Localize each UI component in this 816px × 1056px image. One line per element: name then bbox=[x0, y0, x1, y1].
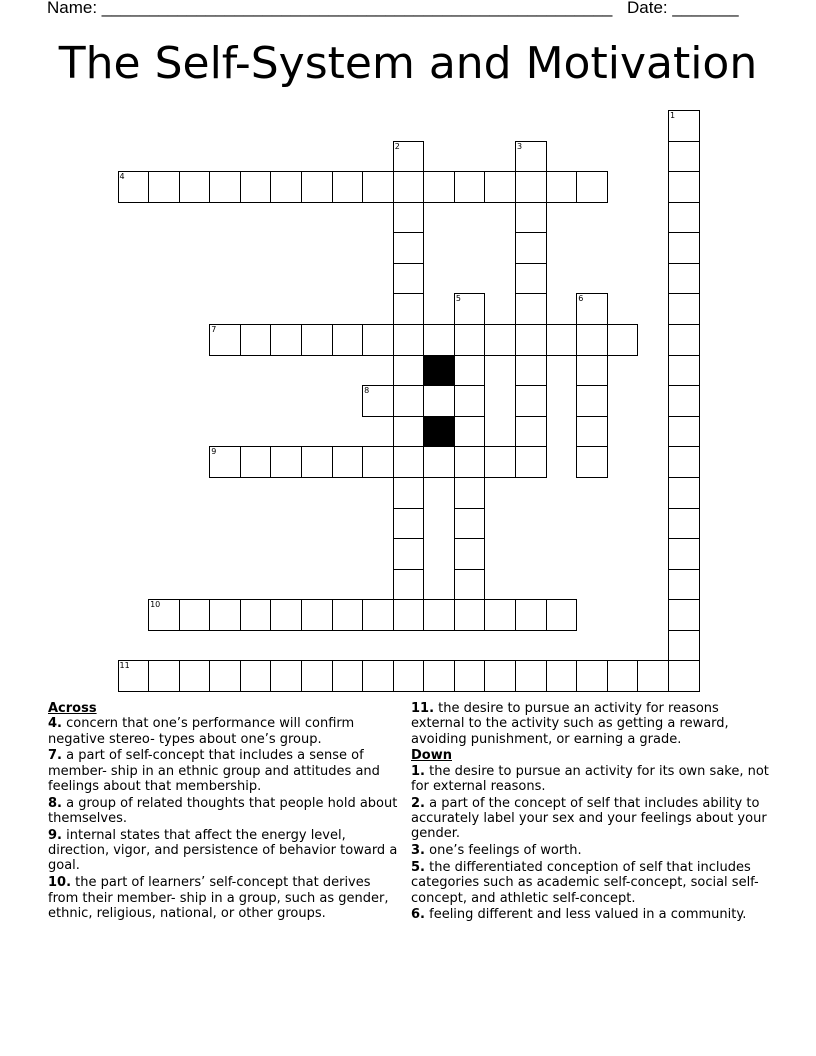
clue-text: the desire to pursue an activity for reasons external to the activity such as getting a reward, avoiding punishment, or earning a grade. bbox=[411, 701, 729, 747]
grid-cell[interactable] bbox=[209, 599, 241, 631]
grid-cell[interactable] bbox=[270, 324, 302, 356]
clue-text: the differentiated conception of self that includes categories such as academic self-concept, social self-concept, and athletic self-concept. bbox=[411, 859, 759, 906]
grid-cell[interactable] bbox=[209, 171, 241, 203]
clue-number: 10. bbox=[48, 875, 72, 891]
grid-cell[interactable] bbox=[607, 660, 639, 692]
grid-cell[interactable] bbox=[576, 293, 608, 325]
grid-cell[interactable] bbox=[332, 446, 364, 478]
grid-cell[interactable] bbox=[515, 446, 547, 478]
grid-cell[interactable] bbox=[454, 477, 486, 509]
grid-cell[interactable] bbox=[454, 385, 486, 417]
grid-cell[interactable] bbox=[393, 141, 425, 173]
grid-cell[interactable] bbox=[515, 660, 547, 692]
grid-cell[interactable] bbox=[118, 171, 150, 203]
grid-cell[interactable] bbox=[668, 660, 700, 692]
grid-cell[interactable] bbox=[179, 599, 211, 631]
grid-cell[interactable] bbox=[393, 477, 425, 509]
grid-cell[interactable] bbox=[515, 355, 547, 387]
grid-cell[interactable] bbox=[668, 569, 700, 601]
grid-cell[interactable] bbox=[454, 324, 486, 356]
grid-cell[interactable] bbox=[301, 171, 333, 203]
grid-cell[interactable] bbox=[423, 324, 455, 356]
clue bbox=[411, 843, 771, 858]
clue-number: 11. bbox=[411, 701, 435, 716]
grid-cell[interactable] bbox=[668, 141, 700, 173]
grid-cell[interactable] bbox=[393, 202, 425, 234]
cell-number: 3 bbox=[517, 141, 523, 151]
clues-left-column bbox=[48, 701, 404, 923]
grid-cell[interactable] bbox=[576, 355, 608, 387]
name-field[interactable]: Name: ______________________________________________________ bbox=[47, 0, 613, 17]
grid-cell[interactable] bbox=[515, 171, 547, 203]
grid-cell[interactable] bbox=[393, 171, 425, 203]
across-clue-list bbox=[48, 716, 404, 921]
down-heading: Down bbox=[411, 748, 452, 764]
grid-cell[interactable] bbox=[393, 508, 425, 540]
grid-cell[interactable] bbox=[607, 324, 639, 356]
grid-cell[interactable] bbox=[148, 171, 180, 203]
grid-cell[interactable] bbox=[454, 355, 486, 387]
cell-number: 11 bbox=[119, 661, 130, 671]
cell-number: 9 bbox=[211, 447, 217, 457]
grid-cell[interactable] bbox=[179, 171, 211, 203]
grid-cell[interactable] bbox=[301, 324, 333, 356]
clue-text: feeling different and less valued in a community. bbox=[429, 907, 747, 923]
cell-number: 4 bbox=[119, 172, 125, 182]
grid-cell[interactable] bbox=[362, 171, 394, 203]
grid-cell[interactable] bbox=[393, 324, 425, 356]
grid-cell[interactable] bbox=[362, 660, 394, 692]
grid-cell[interactable] bbox=[332, 171, 364, 203]
cell-number: 7 bbox=[211, 325, 217, 335]
clue bbox=[411, 860, 771, 906]
grid-cell[interactable] bbox=[668, 171, 700, 203]
grid-cell[interactable] bbox=[668, 232, 700, 264]
clue bbox=[48, 796, 404, 827]
clue-text: the desire to pursue an activity for its own sake, not for external reasons. bbox=[411, 763, 769, 794]
grid-cell[interactable] bbox=[393, 293, 425, 325]
grid-cell[interactable] bbox=[668, 416, 700, 448]
clue-number: 1. bbox=[411, 763, 425, 779]
grid-cell[interactable] bbox=[393, 416, 425, 448]
grid-cell[interactable] bbox=[515, 202, 547, 234]
black-cell bbox=[423, 416, 455, 448]
clue bbox=[411, 796, 771, 842]
grid-cell[interactable] bbox=[270, 171, 302, 203]
clue-number: 6. bbox=[411, 907, 425, 923]
grid-cell[interactable] bbox=[484, 171, 516, 203]
grid-cell[interactable] bbox=[393, 263, 425, 295]
grid-cell[interactable] bbox=[423, 171, 455, 203]
grid-cell[interactable] bbox=[454, 538, 486, 570]
grid-cell[interactable] bbox=[393, 569, 425, 601]
grid-cell[interactable] bbox=[454, 416, 486, 448]
grid-cell[interactable] bbox=[362, 446, 394, 478]
grid-cell[interactable] bbox=[270, 446, 302, 478]
grid-cell[interactable] bbox=[546, 171, 578, 203]
grid-cell[interactable] bbox=[393, 538, 425, 570]
grid-cell[interactable] bbox=[332, 599, 364, 631]
clues-right-column bbox=[411, 701, 771, 924]
clue bbox=[411, 764, 771, 795]
grid-cell[interactable] bbox=[423, 446, 455, 478]
grid-cell[interactable] bbox=[209, 660, 241, 692]
clue bbox=[48, 748, 404, 794]
grid-cell[interactable] bbox=[546, 660, 578, 692]
grid-cell[interactable] bbox=[668, 263, 700, 295]
grid-cell[interactable] bbox=[209, 446, 241, 478]
grid-cell[interactable] bbox=[576, 324, 608, 356]
grid-cell[interactable] bbox=[668, 477, 700, 509]
grid-cell[interactable] bbox=[668, 599, 700, 631]
grid-cell[interactable] bbox=[668, 446, 700, 478]
grid-cell[interactable] bbox=[454, 446, 486, 478]
grid-cell[interactable] bbox=[546, 324, 578, 356]
grid-cell[interactable] bbox=[332, 324, 364, 356]
grid-cell[interactable] bbox=[270, 599, 302, 631]
grid-cell[interactable] bbox=[240, 171, 272, 203]
grid-cell[interactable] bbox=[362, 385, 394, 417]
cell-number: 8 bbox=[364, 386, 370, 396]
grid-cell[interactable] bbox=[576, 416, 608, 448]
grid-cell[interactable] bbox=[148, 660, 180, 692]
black-cell bbox=[423, 355, 455, 387]
clue bbox=[411, 701, 771, 747]
grid-cell[interactable] bbox=[148, 599, 180, 631]
clue-number: 3. bbox=[411, 843, 425, 859]
grid-cell[interactable] bbox=[515, 232, 547, 264]
clue bbox=[48, 716, 404, 747]
grid-cell[interactable] bbox=[423, 599, 455, 631]
grid-cell[interactable] bbox=[454, 660, 486, 692]
grid-cell[interactable] bbox=[515, 141, 547, 173]
grid-cell[interactable] bbox=[393, 232, 425, 264]
grid-cell[interactable] bbox=[301, 660, 333, 692]
grid-cell[interactable] bbox=[668, 110, 700, 142]
grid-cell[interactable] bbox=[515, 385, 547, 417]
grid-cell[interactable] bbox=[179, 660, 211, 692]
grid-cell[interactable] bbox=[240, 599, 272, 631]
page-title: The Self-System and Motivation bbox=[58, 38, 758, 89]
grid-cell[interactable] bbox=[454, 293, 486, 325]
clue-text: one’s feelings of worth. bbox=[429, 843, 582, 859]
grid-cell[interactable] bbox=[454, 171, 486, 203]
grid-cell[interactable] bbox=[668, 538, 700, 570]
grid-cell[interactable] bbox=[515, 263, 547, 295]
across-heading: Across bbox=[48, 701, 97, 716]
grid-cell[interactable] bbox=[668, 202, 700, 234]
clue bbox=[411, 907, 771, 922]
date-field[interactable]: Date: _______ bbox=[627, 0, 739, 17]
grid-cell[interactable] bbox=[423, 660, 455, 692]
grid-cell[interactable] bbox=[118, 660, 150, 692]
down-clue-list bbox=[411, 764, 771, 923]
grid-cell[interactable] bbox=[576, 660, 608, 692]
clue-text: concern that one’s performance will confirm negative stereo- types about one’s group. bbox=[48, 716, 355, 747]
grid-cell[interactable] bbox=[454, 508, 486, 540]
grid-cell[interactable] bbox=[576, 446, 608, 478]
grid-cell[interactable] bbox=[484, 599, 516, 631]
grid-cell[interactable] bbox=[393, 599, 425, 631]
clue bbox=[48, 828, 404, 874]
clue bbox=[48, 875, 404, 921]
grid-cell[interactable] bbox=[515, 416, 547, 448]
grid-cell[interactable] bbox=[240, 324, 272, 356]
grid-cell[interactable] bbox=[240, 446, 272, 478]
grid-cell[interactable] bbox=[668, 630, 700, 662]
grid-cell[interactable] bbox=[668, 293, 700, 325]
cell-number: 6 bbox=[578, 294, 584, 304]
clue-number: 9. bbox=[48, 827, 62, 843]
grid-cell[interactable] bbox=[393, 355, 425, 387]
grid-cell[interactable] bbox=[332, 660, 364, 692]
grid-cell[interactable] bbox=[637, 660, 669, 692]
clue-text: a part of self-concept that includes a sense of member- ship in an ethnic group and attitudes and feelings about that membership. bbox=[48, 748, 380, 794]
grid-cell[interactable] bbox=[240, 660, 272, 692]
grid-cell[interactable] bbox=[668, 355, 700, 387]
grid-cell[interactable] bbox=[668, 508, 700, 540]
grid-cell[interactable] bbox=[454, 599, 486, 631]
grid-cell[interactable] bbox=[576, 385, 608, 417]
cell-number: 1 bbox=[669, 111, 676, 120]
cell-number: 2 bbox=[394, 141, 400, 151]
grid-cell[interactable] bbox=[423, 385, 455, 417]
grid-cell[interactable] bbox=[362, 324, 394, 356]
grid-cell[interactable] bbox=[484, 660, 516, 692]
grid-cell[interactable] bbox=[393, 446, 425, 478]
clue-number: 4. bbox=[48, 716, 62, 732]
grid-cell[interactable] bbox=[484, 446, 516, 478]
clue-number: 7. bbox=[48, 748, 62, 764]
clue-number: 8. bbox=[48, 795, 62, 811]
grid-cell[interactable] bbox=[362, 599, 394, 631]
grid-cell[interactable] bbox=[393, 385, 425, 417]
grid-cell[interactable] bbox=[454, 569, 486, 601]
grid-cell[interactable] bbox=[546, 599, 578, 631]
clue-text: a group of related thoughts that people hold about themselves. bbox=[48, 795, 398, 827]
across-clue-list-continued bbox=[411, 701, 771, 747]
grid-cell[interactable] bbox=[270, 660, 302, 692]
grid-cell[interactable] bbox=[515, 324, 547, 356]
clue-text: a part of the concept of self that includes ability to accurately label your sex and your feelings about your gender. bbox=[411, 795, 767, 842]
clue-number: 2. bbox=[411, 795, 425, 811]
grid-cell[interactable] bbox=[393, 660, 425, 692]
grid-cell[interactable] bbox=[668, 385, 700, 417]
clue-number: 5. bbox=[411, 859, 425, 875]
grid-cell[interactable] bbox=[576, 171, 608, 203]
grid-cell[interactable] bbox=[515, 599, 547, 631]
grid-cell[interactable] bbox=[484, 324, 516, 356]
grid-cell[interactable] bbox=[209, 324, 241, 356]
clue-text: internal states that affect the energy level, direction, vigor, and persistence of behavior toward a goal. bbox=[48, 827, 398, 874]
clue-text: the part of learners’ self-concept that derives from their member- ship in a group, such as gender, ethnic, religious, national, or other groups. bbox=[48, 875, 389, 921]
grid-cell[interactable] bbox=[301, 599, 333, 631]
grid-cell[interactable] bbox=[301, 446, 333, 478]
cell-number: 10 bbox=[150, 600, 161, 610]
cell-number: 5 bbox=[455, 294, 461, 304]
grid-cell[interactable] bbox=[668, 324, 700, 356]
grid-cell[interactable] bbox=[515, 293, 547, 325]
